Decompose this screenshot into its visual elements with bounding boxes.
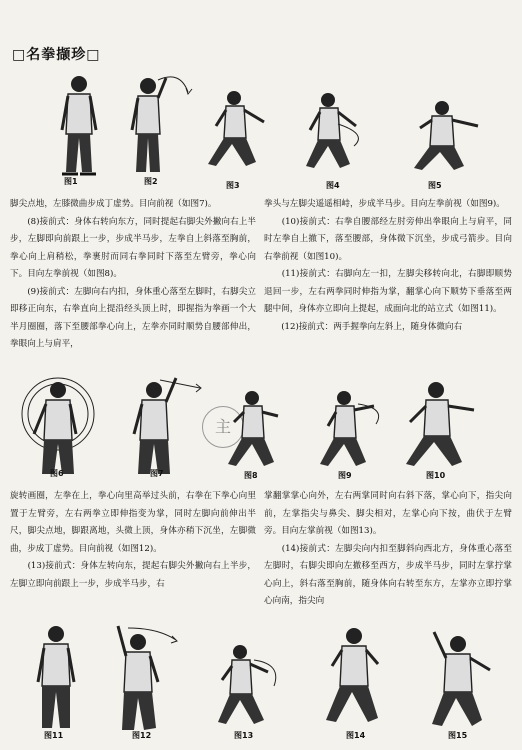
figure-11: [26, 620, 86, 740]
figure-1: [52, 72, 107, 186]
body-text-column-right: 掌翻掌掌心向外，左右两掌同时向右斜下落，掌心向下，指尖向前，左掌指尖与鼻尖、脚尖相对，左掌心向下按，曲伏于左臂旁。目向左掌前视（如图13)。 (14)接前式：左脚尖向内扣至脚斜向西北方，身体重心落至左脚时，右脚尖即向左撤移至西方，步成半马步，同时左掌拧掌心向上，斜右落至胸前，随身体向右转至东方，左掌亦立即拧掌心向南，指尖向: [264, 491, 512, 606]
figure-caption: 图4: [326, 181, 340, 190]
martial-artist-illustration: [314, 370, 388, 478]
figure-caption: 图5: [428, 181, 442, 190]
figure-8: [222, 370, 292, 478]
martial-artist-illustration: [298, 72, 378, 180]
figure-row-3: [0, 620, 522, 746]
martial-artist-illustration: [200, 72, 272, 180]
figure-4: [298, 72, 378, 190]
figure-caption: 图10: [426, 471, 446, 480]
martial-artist-illustration: [222, 370, 292, 478]
martial-artist-illustration: [52, 72, 107, 180]
martial-artist-illustration: [14, 370, 104, 478]
figure-caption: 图7: [150, 469, 164, 478]
figure-caption: 图3: [226, 181, 240, 190]
figure-10: [396, 370, 496, 478]
figure-9: [314, 370, 388, 478]
figure-caption: 图8: [244, 471, 258, 480]
figure-2: [118, 72, 193, 186]
figure-caption: 图11: [44, 731, 64, 740]
figure-row-1: [0, 72, 522, 190]
martial-artist-illustration: [104, 620, 184, 740]
figure-5: [402, 72, 492, 190]
figure-7: [124, 370, 204, 478]
body-text-column-right: 拳头与左脚尖遥遥相峙，步成半马步。目向左拳前视（如图9)。 (10)接前式：右拳自腰部经左肘旁伸出拳眼向上与肩平，同时左拳自上撤下，落至腰部，身体微下沉坐，步成弓箭步。目向右拳前视（如图10)。 (11)接前式：右脚向左一扣，左脚尖移转向北，右脚即顺势退回一步，左右两拳同时伸指为掌，翻掌心向下顺势下垂落至两腿中间，身体亦立即向上提起，成面向北的站立式（如图11)。 (12)接前式：两手握拳向左斜上，随身体微向右: [264, 199, 512, 332]
martial-artist-illustration: [318, 620, 394, 740]
martial-artist-illustration: [26, 620, 86, 740]
figure-3: [200, 72, 272, 190]
figure-caption: 图13: [234, 731, 254, 740]
figure-caption: 图2: [144, 177, 158, 186]
martial-artist-illustration: [402, 72, 492, 180]
figure-row-2: [0, 370, 522, 482]
figure-12: [104, 620, 184, 740]
figure-caption: 图6: [50, 469, 64, 478]
body-text-column-left: 脚尖点地，左膝微曲步成丁虚势。目向前视（如图7)。 (8)接前式：身体右转向东方，同时提起右脚尖外撇向右上半步，左脚即向前跟上一步，步成半马步，左拳自上斜落至胸前，拳心向上肩稍松，拳裹肘而同右拳同时下落至左臂旁，拳心向下。目向左拳前视（如图8)。 (9)接前式：左脚向右内扣，身体重心落至左脚时，右脚尖立即移正向东，右拳直向上提沿经头顶上时，即握指为拳画一个大半月圈圈，落下至腰部拳心向上，左拳亦同时顺势自腰部伸出，拳眼向上与肩平，: [10, 199, 256, 349]
martial-artist-illustration: [418, 620, 502, 740]
figure-caption: 图1: [64, 177, 78, 186]
section-heading: □名拳撷珍□: [12, 47, 101, 63]
figure-caption: 图15: [448, 731, 468, 740]
figure-caption: 图9: [338, 471, 352, 480]
figure-caption: 图12: [132, 731, 152, 740]
martial-artist-illustration: [396, 370, 496, 478]
figure-caption: 图14: [346, 731, 366, 740]
figure-14: [318, 620, 394, 740]
figure-6: [14, 370, 104, 478]
body-text-column-left: 旋转画圈，左拳在上，拳心向里高举过头前，右拳在下拳心向里置于左臂旁，左右两拳立即伸指变为掌，同时左脚向前伸出半尺，脚尖点地，脚跟离地，头微上顶，身体亦稍下沉坐，左脚微曲，步成丁虚势。目向前视（如图12)。 (13)接前式：身体左转向东，提起右脚尖外撇向右上半步，左脚立即向前跟上一步，步成半马步，右: [10, 491, 256, 589]
martial-artist-illustration: [212, 620, 292, 740]
watermark-stamp: 主: [202, 406, 244, 448]
martial-artist-illustration: [118, 72, 193, 180]
figure-15: [418, 620, 502, 740]
martial-artist-illustration: [124, 370, 204, 478]
figure-13: [212, 620, 292, 740]
